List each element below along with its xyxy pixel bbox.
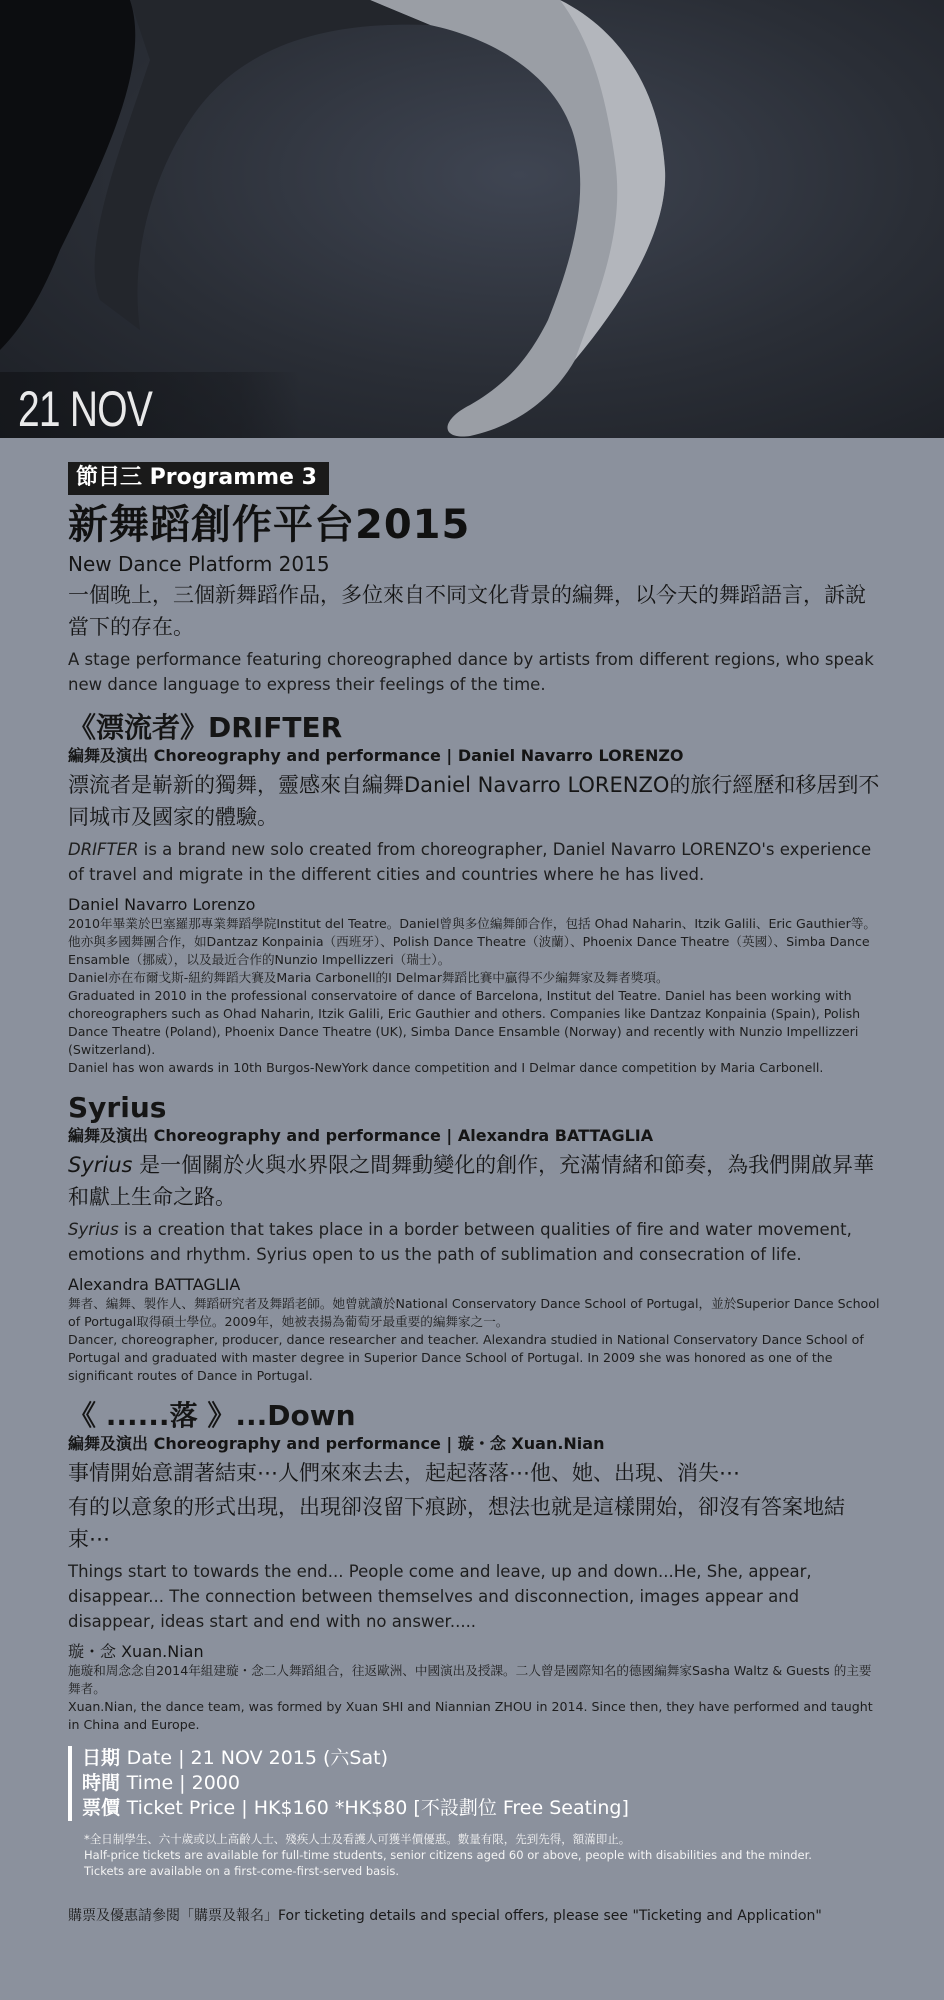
- programme-badge: 節目三 Programme 3: [68, 462, 329, 495]
- programme-content: [68, 462, 880, 1925]
- work-desc-zh: [68, 1149, 880, 1213]
- bio-text: Daniel亦在布爾戈斯-紐約舞蹈大賽及Maria Carbonell的I Delmar舞蹈比賽中贏得不少編舞家及舞者獎項。: [68, 970, 669, 985]
- bio-text: Dancer, choreographer, producer, dance researcher and teacher. Alexandra studied in National Conservatory Dance School of Portugal and graduated with master degree in Superior Dance School of Portugal. In 2009 she was honored as one of the significant routes of Dance in Portugal.: [68, 1332, 864, 1383]
- bio-text: Daniel has won awards in 10th Burgos-NewYork dance competition and I Delmar dance competition by Maria Carbonell.: [68, 1060, 824, 1075]
- hero-photo: [0, 0, 944, 438]
- programme-title-zh: 新舞蹈創作平台2015: [68, 502, 471, 548]
- note-line: Tickets are available on a first-come-first-served basis.: [84, 1864, 400, 1878]
- hero-date: 21 NOV: [18, 381, 153, 437]
- time-value: Time | 2000: [126, 1772, 240, 1794]
- work-desc-en-text: is a creation that takes place in a border between qualities of fire and water movement, emotions and rhythm. Syrius open to us the path of sublimation and consecration of life.: [68, 1220, 852, 1264]
- work-title-down: 《 ......落 》...Down: [68, 1399, 356, 1432]
- work-desc-zh: 漂流者是嶄新的獨舞，靈感來自編舞Daniel Navarro LORENZO的旅行經歷和移居到不同城市及國家的體驗。: [68, 773, 880, 829]
- time-label: 時間: [82, 1772, 121, 1794]
- date-tag: [0, 372, 300, 438]
- bio-name: 璇・念 Xuan.Nian: [68, 1642, 204, 1661]
- bio-text: 舞者、編舞、製作人、舞蹈研究者及舞蹈老師。她曾就讀於National Conservatory Dance School of Portugal，並於Superior Dance School of Portugal取得碩士學位。2009年，她被表揚為葡萄牙最重要的編舞家之一。: [68, 1296, 880, 1329]
- work-desc-en: Things start to towards the end... People come and leave, up and down...He, She, appear, disappear... The connection between themselves and disconnection, images appear and disappear, ideas start and end with no answer.....: [68, 1562, 812, 1631]
- bio-name: Alexandra BATTAGLIA: [68, 1275, 241, 1294]
- ticket-notes: [68, 1831, 880, 1879]
- work-desc-zh: 有的以意象的形式出現，出現卻沒留下痕跡，想法也就是這樣開始，卻沒有答案地結束⋯: [68, 1495, 845, 1551]
- bio-text: 2010年畢業於巴塞羅那專業舞蹈學院Institut del Teatre。Daniel曾與多位編舞師合作，包括 Ohad Naharin、Itzik Galili、Eric Gauthier等。他亦與多國舞團合作，如Dantzaz Konpainia（西班牙）、Polish Dance Theatre（波蘭）、Phoenix Dance Theatre（英國）、Simba Dance Ensamble（挪威），以及最近合作的Nunzio Impellizzeri（瑞士）。: [68, 916, 877, 967]
- work-credit: 編舞及演出 Choreography and performance | 璇・念 Xuan.Nian: [68, 1434, 605, 1453]
- note-line: Half-price tickets are available for full-time students, senior citizens aged 60 or above, people with disabilities and the minder.: [84, 1848, 812, 1862]
- work-name-italic: Syrius: [68, 1220, 119, 1239]
- bio-text: 施璇和周念念自2014年組建璇・念二人舞蹈組合，往返歐洲、中國演出及授課。二人曾是國際知名的德國編舞家Sasha Waltz & Guests 的主要舞者。: [68, 1663, 872, 1696]
- work-title-drifter: 《漂流者》DRIFTER: [68, 711, 343, 744]
- bio-text: Xuan.Nian, the dance team, was formed by Xuan SHI and Niannian ZHOU in 2014. Since then, they have performed and taught in China and Europe.: [68, 1699, 873, 1732]
- date-row: [82, 1746, 880, 1771]
- work-credit: 編舞及演出 Choreography and performance | Alexandra BATTAGLIA: [68, 1126, 654, 1145]
- note-line: *全日制學生、六十歲或以上高齡人士、殘疾人士及看護人可獲半價優惠。數量有限，先到先得，額滿即止。: [84, 1832, 631, 1846]
- bio-name: Daniel Navarro Lorenzo: [68, 895, 256, 914]
- event-info: [68, 1746, 880, 1821]
- price-row: [82, 1796, 880, 1821]
- date-value: Date | 21 NOV 2015 (六Sat): [126, 1747, 388, 1769]
- price-value: Ticket Price | HK$160 *HK$80 [不設劃位 Free Seating]: [126, 1797, 629, 1819]
- work-credit: 編舞及演出 Choreography and performance | Daniel Navarro LORENZO: [68, 746, 684, 765]
- work-desc-en: [68, 1217, 880, 1267]
- work-desc-zh-text: 是一個關於火與水界限之間舞動變化的創作，充滿情緒和節奏，為我們開啟昇華和獻上生命之路。: [68, 1153, 875, 1209]
- programme-intro-zh: 一個晚上，三個新舞蹈作品，多位來自不同文化背景的編舞，以今天的舞蹈語言，訴說當下的存在。: [68, 583, 866, 639]
- work-title-syrius: Syrius: [68, 1091, 167, 1124]
- work-name-italic: Syrius: [68, 1153, 133, 1177]
- bio-text: Graduated in 2010 in the professional conservatoire of dance of Barcelona, Institut del Teatre. Daniel has been working with choreographers such as Ohad Naharin, Itzik Galili, Eric Gauthier and others. Companies like Dantzaz Konpainia (Spain), Polish Dance Theatre (Poland), Phoenix Dance Theatre (UK), Simba Dance Ensamble (Norway) and recently with Nunzio Impellizzeri (Switzerland).: [68, 988, 861, 1057]
- work-desc-en: [68, 837, 880, 887]
- date-label: 日期: [82, 1747, 121, 1769]
- work-name-italic: DRIFTER: [68, 840, 139, 859]
- work-desc-en-text: is a brand new solo created from choreographer, Daniel Navarro LORENZO's experience of travel and migrate in the different cities and countries where he has lived.: [68, 840, 872, 884]
- price-label: 票價: [82, 1797, 121, 1819]
- work-desc-zh: 事情開始意謂著結束⋯人們來來去去，起起落落⋯他、她、出現、消失⋯: [68, 1461, 740, 1485]
- time-row: [82, 1771, 880, 1796]
- programme-title-en: New Dance Platform 2015: [68, 552, 330, 576]
- programme-intro-en: A stage performance featuring choreographed dance by artists from different regions, who speak new dance language to express their feelings of the time.: [68, 650, 874, 694]
- ticketing-footer: 購票及優惠請參閱「購票及報名」For ticketing details and special offers, please see "Ticketing and Application": [68, 1908, 822, 1924]
